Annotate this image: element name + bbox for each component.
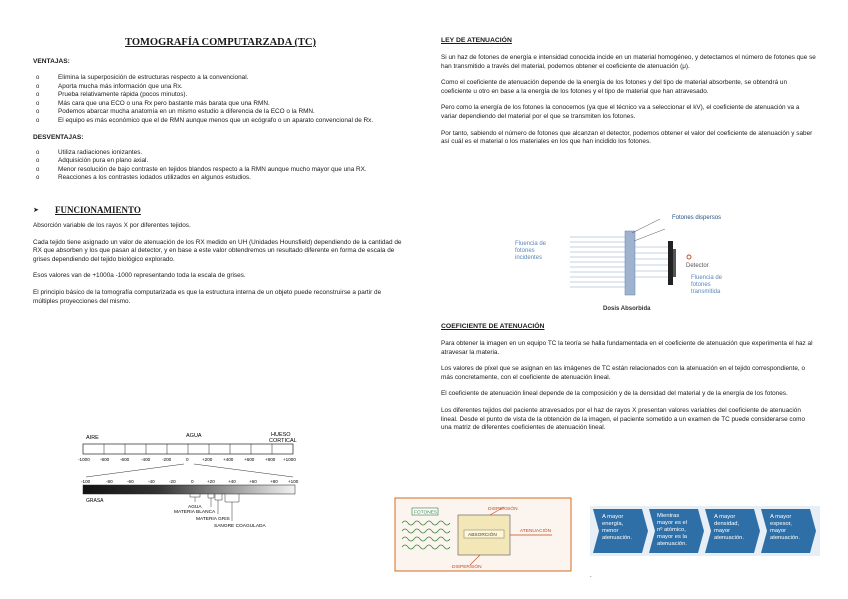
top-tick-labels bbox=[78, 457, 296, 462]
paragraph: Si un haz de fotones de energía e intensidad conocida incide en un material homogéneo, y detectamos el número de fotones que se han transmitido a través del material, podemos obtener el coeficiente de atenuación (μ). bbox=[441, 54, 816, 70]
funcionamiento-title: FUNCIONAMIENTO bbox=[55, 204, 141, 215]
desventajas-heading: DESVENTAJAS: bbox=[33, 133, 84, 141]
scale-label-materia-blanca: MATERIA BLANCA bbox=[174, 510, 216, 515]
chevron-text: mayor es la bbox=[657, 534, 687, 540]
chevron-step-4 bbox=[761, 509, 816, 553]
label-fluencia-transmitida-1: Fluencia de bbox=[691, 275, 723, 281]
scale-label-materia-gris: MATERIA GRIS bbox=[196, 517, 230, 522]
chevron-text: menor bbox=[602, 528, 619, 534]
ventajas-list bbox=[33, 74, 393, 126]
chevron-text: atenuación. bbox=[657, 541, 687, 547]
paragraph: Absorción variable de los rayos X por diferentes tejidos. bbox=[33, 221, 191, 229]
paragraph: Para obtener la imagen en un equipo TC la teoría se halla fundamentada en el coeficiente de atenuación que experimenta el haz al atravesar la materia. bbox=[441, 340, 813, 356]
grayscale-bar bbox=[83, 485, 295, 494]
page-dot: . bbox=[590, 572, 592, 579]
list-item: o Adquisición pura en plano axial. bbox=[33, 157, 393, 166]
label-dosis-absorbida: Dosis Absorbida bbox=[603, 306, 651, 312]
tick-label: +400 bbox=[223, 457, 234, 462]
paragraph: Cada tejido tiene asignado un valor de atenuación de los RX medido en UH (Unidades Hounsfield) dependiendo de la cantidad de RX que absorben y los que pasan al detector, y en base a este valor obtendremos un resultado diferente en forma de escala de grises dependiendo del tejido biológico explorado. bbox=[33, 238, 402, 263]
paragraph: El coeficiente de atenuación lineal depende de la composición y de la densidad del material y de la energía de los fotones. bbox=[441, 390, 788, 398]
chevron-text: Mientras bbox=[657, 513, 680, 519]
tick-label: +60 bbox=[249, 479, 257, 484]
tick-label: -1000 bbox=[78, 457, 90, 462]
label-absorcion: ABSORCIÓN bbox=[468, 533, 497, 538]
chevron-step-2 bbox=[649, 509, 704, 553]
label-atenuacion: ATENUACIÓN bbox=[520, 529, 552, 534]
scale-label-hueso: HUESO bbox=[271, 432, 291, 438]
tick-label: -20 bbox=[169, 479, 176, 484]
tick-label: -200 bbox=[162, 457, 172, 462]
tick-label: 0 bbox=[191, 479, 194, 484]
list-item: o Prueba relativamente rápida (pocos minutos). bbox=[33, 91, 393, 100]
label-fotones: FOTONES bbox=[414, 510, 438, 516]
ley-atenuacion-heading: LEY DE ATENUACIÓN bbox=[441, 37, 512, 44]
tick-label: +40 bbox=[228, 479, 236, 484]
chevron-text: densidad, bbox=[714, 521, 740, 527]
scale-label-grasa: GRASA bbox=[86, 498, 104, 504]
list-item: o Reacciones a los contrastes iodados utilizados en algunos estudios. bbox=[33, 174, 393, 183]
paragraph: El principio básico de la tomografía computarizada es que la estructura interna de un objeto puede reconstruirse a partir de múltiples proyecciones del mismo. bbox=[33, 288, 382, 305]
scale-label-cortical: CORTICAL bbox=[269, 438, 297, 444]
list-item: o El equipo es más económico que el de RMN aunque menos que un ecógrafo o un aparato convencional de Rx. bbox=[33, 117, 393, 126]
label-dispersion-bottom: DISPERSIÓN bbox=[452, 565, 482, 570]
paragraph: Como el coeficiente de atenuación depende de la energía de los fotones y del tipo de material absorbente, se obtendrá un coeficiente u otro en base a la energía de los fotones y el tipo de material que han atravesado. bbox=[441, 79, 788, 95]
list-item: o Utiliza radiaciones ionizantes. bbox=[33, 149, 393, 158]
right-column bbox=[441, 37, 816, 147]
chevron-text: atenuación. bbox=[770, 535, 800, 541]
tick-label: -60 bbox=[127, 479, 134, 484]
absorber-slab bbox=[625, 231, 635, 295]
coeficiente-section bbox=[441, 323, 816, 433]
tick-label: +80 bbox=[270, 479, 278, 484]
arrow-icon: ➤ bbox=[33, 205, 39, 214]
list-item: o Más cara que una ECO o una Rx pero bastante más barata que una RMN. bbox=[33, 100, 393, 109]
chevron-text: atenuación. bbox=[602, 535, 632, 541]
interaction-diagram bbox=[394, 497, 574, 573]
label-fluencia-transmitida-2: fotones bbox=[691, 282, 711, 288]
tick-label: -800 bbox=[100, 457, 110, 462]
attenuation-figure bbox=[510, 213, 750, 315]
detector-block bbox=[668, 241, 673, 285]
paragraph: Pero como la energía de los fotones la conocemos (ya que el técnico va a seleccionar el kV), el coeficiente de atenuación va a variar dependiendo del material por el que se transmiten los fotones. bbox=[441, 104, 800, 120]
tick-label: +20 bbox=[207, 479, 215, 484]
label-fluencia-transmitida-3: transmitida bbox=[691, 289, 721, 295]
hounsfield-scale-figure bbox=[78, 428, 308, 538]
chevron-text: mayor bbox=[770, 528, 787, 534]
scatter-lines bbox=[632, 219, 665, 241]
chevron-text: A mayor bbox=[770, 514, 792, 520]
coeficiente-heading: COEFICIENTE DE ATENUACIÓN bbox=[441, 323, 545, 330]
list-item: o Podemos abarcar mucha anatomía en un mismo estudio a diferencia de la ECO o la RMN. bbox=[33, 108, 393, 117]
list-item: o Aporta mucha más información que una Rx. bbox=[33, 83, 393, 92]
ventajas-heading: VENTAJAS: bbox=[33, 58, 70, 65]
attenuation-factors-strip bbox=[590, 506, 820, 556]
left-column bbox=[33, 37, 408, 306]
label-detector: Detector bbox=[686, 263, 709, 269]
zoom-line-right bbox=[194, 464, 293, 477]
tick-label: +100 bbox=[288, 479, 299, 484]
chevron-text: A mayor bbox=[602, 514, 624, 520]
chevron-text: espesor, bbox=[770, 521, 792, 527]
scale-label-aire: AIRE bbox=[86, 435, 99, 441]
tick-label: +1000 bbox=[283, 457, 296, 462]
top-scale-bar bbox=[83, 444, 293, 454]
transmitted-beam-lines bbox=[635, 247, 668, 277]
label-fluencia-incidentes-1: Fluencia de bbox=[515, 241, 547, 247]
tick-label: -600 bbox=[120, 457, 130, 462]
paragraph: Los diferentes tejidos del paciente atravesados por el haz de rayos X presentan valores variables del coeficiente de atenuación lineal. Desde el punto de vista de la obtención de la imagen, el paciente sometido a un examen de TC puede considerarse como una matriz de diferentes coeficientes de atenuación lineal. bbox=[441, 406, 806, 432]
tick-label: 0 bbox=[186, 457, 189, 462]
paragraph: Por tanto, sabiendo el número de fotones que alcanzan el detector, podemos obtener el valor del coeficiente de atenuación y saber así cuál es el material o los materiales en los que han incidido los fotones. bbox=[441, 129, 813, 146]
chevron-text: atenuación. bbox=[714, 535, 744, 541]
label-dispersion-top: DISPERSIÓN bbox=[488, 507, 518, 512]
chevron-text: A mayor bbox=[714, 514, 736, 520]
desventajas-list bbox=[33, 149, 393, 183]
incident-beam-lines bbox=[570, 237, 625, 287]
chevron-step-3 bbox=[705, 509, 760, 553]
list-item: o Menor resolución de bajo contraste en tejidos blandos respecto a la RMN aunque mucho mayor que una RX. bbox=[33, 166, 393, 175]
paragraph: Esos valores van de +1000a -1000 representando toda la escala de grises. bbox=[33, 272, 246, 280]
detector-icon bbox=[687, 255, 691, 259]
tick-label: +200 bbox=[202, 457, 213, 462]
label-fluencia-incidentes-3: incidentes bbox=[515, 255, 543, 261]
chevron-text: mayor bbox=[714, 528, 731, 534]
tick-label: -400 bbox=[141, 457, 151, 462]
list-item: o Elimina la superposición de estructuras respecto a la convencional. bbox=[33, 74, 393, 83]
chevron-step-1 bbox=[593, 509, 648, 553]
scale-label-agua-bottom: AGUA bbox=[188, 505, 202, 510]
tick-label: +800 bbox=[265, 457, 276, 462]
chevron-text: mayor es el bbox=[657, 520, 687, 526]
detector-plate bbox=[673, 249, 676, 277]
paragraph: Los valores de píxel que se asignan en las imágenes de TC están relacionados con la atenuación en el tejido correspondiente, o más concretamente, con el coeficiente de atenuación lineal. bbox=[441, 365, 806, 381]
scale-label-agua: AGUA bbox=[186, 433, 202, 439]
tick-label: -100 bbox=[81, 479, 91, 484]
chevron-text: energía, bbox=[602, 521, 624, 527]
tick-label: -80 bbox=[106, 479, 113, 484]
tick-label: +600 bbox=[244, 457, 255, 462]
bottom-tick-labels bbox=[81, 479, 299, 484]
document-title: TOMOGRAFÍA COMPUTARZADA (TC) bbox=[125, 37, 316, 48]
funcionamiento-heading bbox=[33, 205, 408, 215]
zoom-line-left bbox=[86, 464, 184, 477]
tick-label: -40 bbox=[148, 479, 155, 484]
label-fluencia-incidentes-2: fotones bbox=[515, 248, 535, 254]
scale-label-sangre-coagulada: SANGRE COAGULADA bbox=[214, 524, 266, 529]
chevron-text: nº atómico, bbox=[657, 527, 686, 533]
label-fotones-dispersos: Fotones dispersos bbox=[672, 215, 722, 221]
